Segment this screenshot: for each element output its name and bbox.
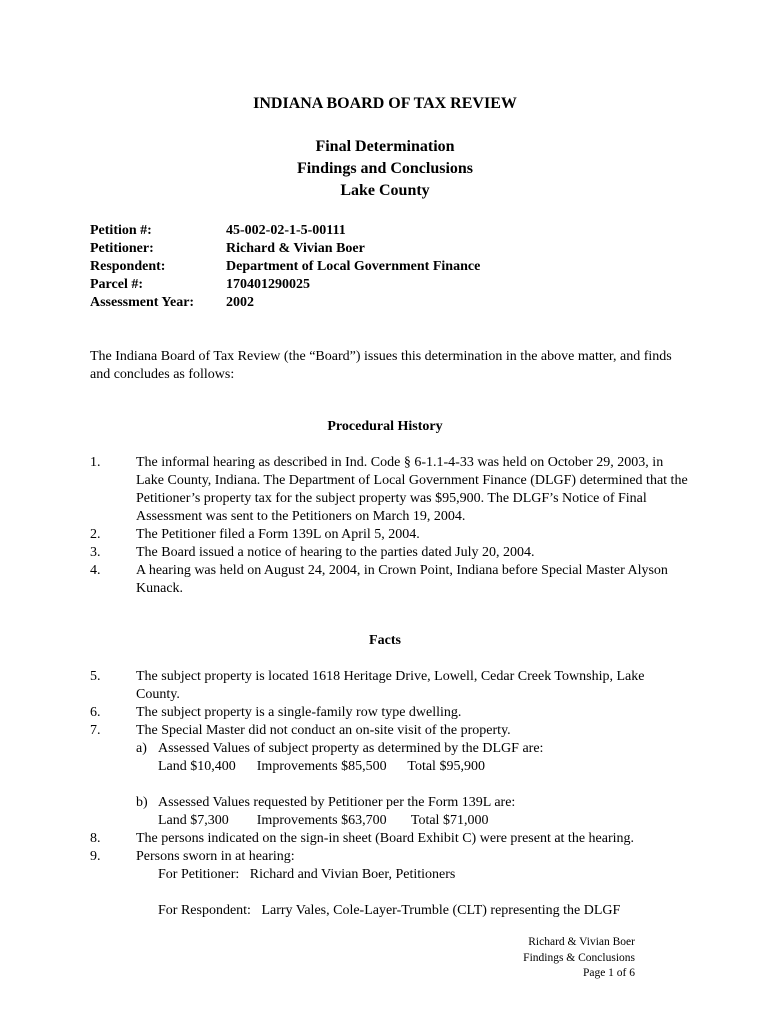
item-text: The persons indicated on the sign-in sheet (Board Exhibit C) were present at the hearing. xyxy=(136,831,635,846)
case-info xyxy=(90,222,480,312)
item-text: The subject property is located 1618 Heritage Drive, Lowell, Cedar Creek Township, Lake County. xyxy=(136,669,645,702)
petitioner-label: Petitioner: xyxy=(90,241,154,256)
sub-item-b xyxy=(136,794,690,812)
item-text: The subject property is a single-family row type dwelling. xyxy=(136,705,462,720)
case-row-year xyxy=(90,294,480,312)
item-number: 5. xyxy=(90,669,101,684)
year-value: 2002 xyxy=(226,295,254,310)
list-item xyxy=(90,454,690,526)
case-row-respondent xyxy=(90,258,480,276)
item-number: 8. xyxy=(90,831,101,846)
case-row-parcel xyxy=(90,276,480,294)
parcel-label: Parcel #: xyxy=(90,277,143,292)
list-item xyxy=(90,848,690,920)
parcel-value: 170401290025 xyxy=(226,277,310,292)
intro-paragraph: The Indiana Board of Tax Review (the “Board”) issues this determination in the above matter, and finds and concludes as follows: xyxy=(90,349,672,382)
item-number: 4. xyxy=(90,563,101,578)
respondent-label: Respondent: xyxy=(90,259,166,274)
item-text: The Petitioner filed a Form 139L on April 5, 2004. xyxy=(136,527,420,542)
list-item xyxy=(90,722,690,830)
item-text: A hearing was held on August 24, 2004, in Crown Point, Indiana before Special Master Alyson Kunack. xyxy=(136,563,668,596)
sub-label: a) xyxy=(136,741,147,756)
case-row-petition xyxy=(90,222,480,240)
year-label: Assessment Year: xyxy=(90,295,195,310)
item-number: 3. xyxy=(90,545,101,560)
list-item xyxy=(90,544,690,562)
footer-doc-title: Findings & Conclusions xyxy=(523,951,635,964)
list-item xyxy=(90,704,690,722)
agency-heading: INDIANA BOARD OF TAX REVIEW xyxy=(253,95,517,112)
item-number: 6. xyxy=(90,705,101,720)
item-number: 9. xyxy=(90,849,101,864)
title-findings: Findings and Conclusions xyxy=(296,160,474,177)
list-item xyxy=(90,830,690,848)
dlgf-assessed-values: Land $10,400 Improvements $85,500 Total $95,900 xyxy=(158,759,485,774)
sworn-respondent: For Respondent: Larry Vales, Cole-Layer-Trumble (CLT) representing the DLGF xyxy=(158,903,621,918)
petition-label: Petition #: xyxy=(90,223,152,238)
title-county: Lake County xyxy=(340,182,430,199)
sub-text: Assessed Values requested by Petitioner per the Form 139L are: xyxy=(158,795,516,810)
case-row-petitioner xyxy=(90,240,480,258)
facts-list xyxy=(90,668,690,920)
sworn-petitioner: For Petitioner: Richard and Vivian Boer, Petitioners xyxy=(158,867,456,882)
item-text: The Board issued a notice of hearing to the parties dated July 20, 2004. xyxy=(136,545,535,560)
sub-text: Assessed Values of subject property as determined by the DLGF are: xyxy=(158,741,544,756)
page-footer xyxy=(523,935,635,982)
item-text: The informal hearing as described in Ind. Code § 6-1.1-4-33 was held on October 29, 2003, in Lake County, Indiana. The Department of Local Government Finance (DLGF) determined that the Petitioner’s property tax for the subject property was $95,900. The DLGF’s Notice of Final Assessment was sent to the Petitioners on March 19, 2004. xyxy=(136,455,688,524)
list-item xyxy=(90,562,690,598)
facts-heading: Facts xyxy=(369,633,401,648)
title-final-determination: Final Determination xyxy=(315,138,455,155)
petitioner-value: Richard & Vivian Boer xyxy=(226,241,365,256)
list-item xyxy=(90,526,690,544)
item-number: 2. xyxy=(90,527,101,542)
procedural-list xyxy=(90,454,690,598)
page-number: Page 1 of 6 xyxy=(582,967,635,979)
respondent-value: Department of Local Government Finance xyxy=(226,259,481,274)
petition-value: 45-002-02-1-5-00111 xyxy=(226,223,346,238)
sub-item-a xyxy=(136,740,690,758)
item-text: The Special Master did not conduct an on-site visit of the property. xyxy=(136,723,511,738)
title-block xyxy=(0,136,770,202)
item-number: 7. xyxy=(90,723,101,738)
petitioner-requested-values: Land $7,300 Improvements $63,700 Total $71,000 xyxy=(158,813,489,828)
item-text: Persons sworn in at hearing: xyxy=(136,849,295,864)
footer-parties: Richard & Vivian Boer xyxy=(528,936,635,948)
procedural-history-heading: Procedural History xyxy=(327,419,443,434)
item-number: 1. xyxy=(90,455,101,470)
list-item xyxy=(90,668,690,704)
sub-label: b) xyxy=(136,795,148,810)
